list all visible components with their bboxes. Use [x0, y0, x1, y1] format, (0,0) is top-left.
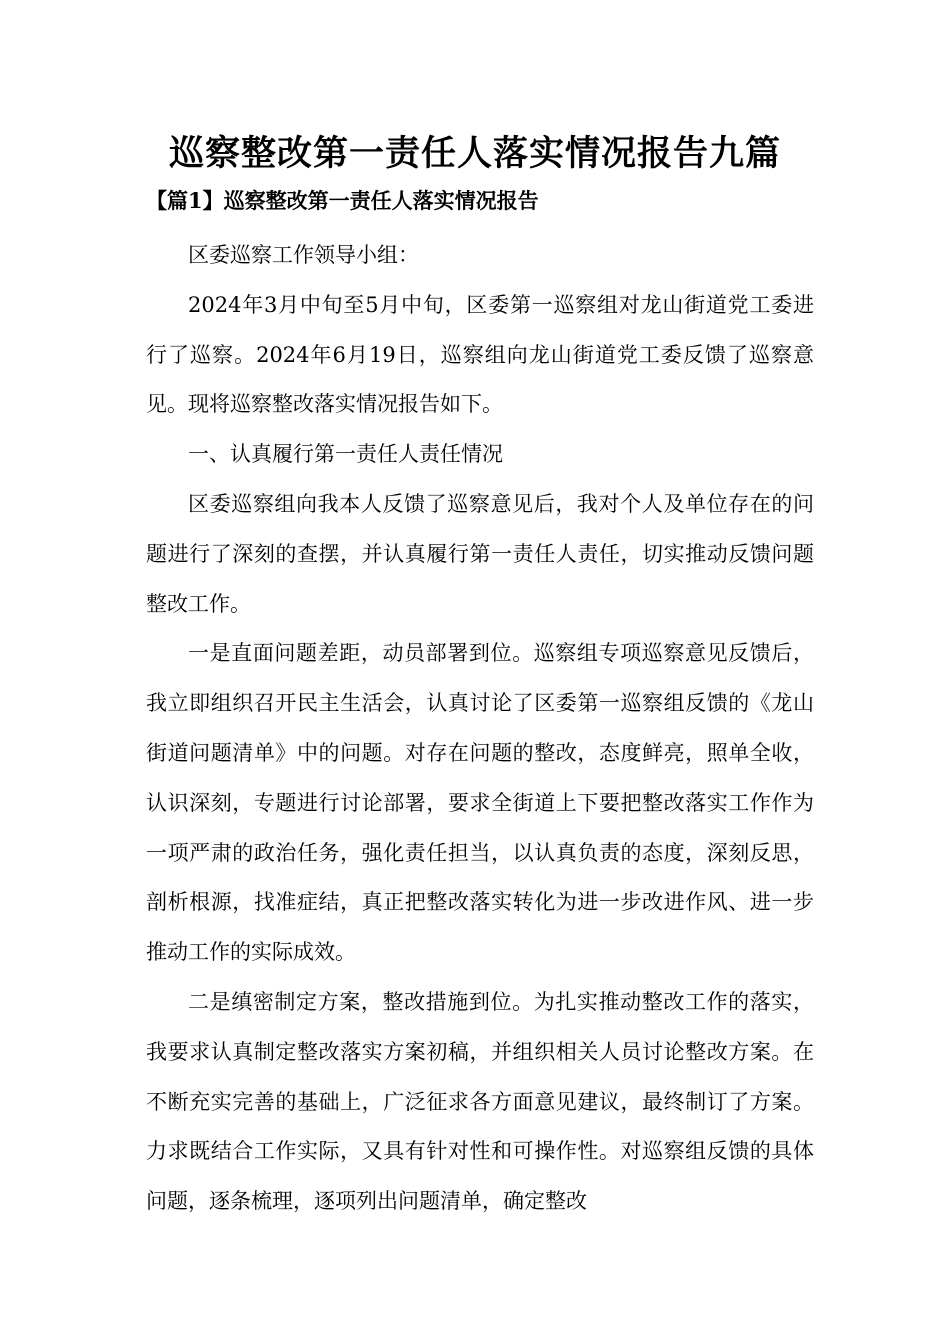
salutation: 区委巡察工作领导小组：	[188, 243, 419, 267]
paragraph-heading-1: 一、认真履行第一责任人责任情况	[188, 442, 503, 467]
paragraph-intro: 2024年3月中旬至5月中旬，区委第一巡察组对龙山街道党工委进行了巡察。2024年6月19日，巡察组向龙山街道党工委反馈了巡察意见。现将巡察整改落实情况报告如下。	[146, 292, 814, 417]
paragraph-responsibility: 区委巡察组向我本人反馈了巡察意见后，我对个人及单位存在的问题进行了深刻的查摆，并认真履行第一责任人责任，切实推动反馈问题整改工作。	[146, 491, 814, 616]
paragraph-point-2: 二是缜密制定方案，整改措施到位。为扎实推动整改工作的落实，我要求认真制定整改落实方案初稿，并组织相关人员讨论整改方案。在不断充实完善的基础上，广泛征求各方面意见建议，最终制订了方案。力求既结合工作实际，又具有针对性和可操作性。对巡察组反馈的具体问题，逐条梳理，逐项列出问题清单，确定整改	[146, 989, 814, 1214]
document-title: 巡察整改第一责任人落实情况报告九篇	[168, 134, 781, 174]
document-body	[146, 231, 814, 1227]
paragraph-point-1: 一是直面问题差距，动员部署到位。巡察组专项巡察意见反馈后，我立即组织召开民主生活会，认真讨论了区委第一巡察组反馈的《龙山街道问题清单》中的问题。对存在问题的整改，态度鲜亮，照单全收，认识深刻，专题进行讨论部署，要求全街道上下要把整改落实工作作为一项严肃的政治任务，强化责任担当，以认真负责的态度，深刻反思，剖析根源，找准症结，真正把整改落实转化为进一步改进作风、进一步推动工作的实际成效。	[146, 641, 814, 965]
section-heading: 【篇1】巡察整改第一责任人落实情况报告	[146, 188, 539, 213]
